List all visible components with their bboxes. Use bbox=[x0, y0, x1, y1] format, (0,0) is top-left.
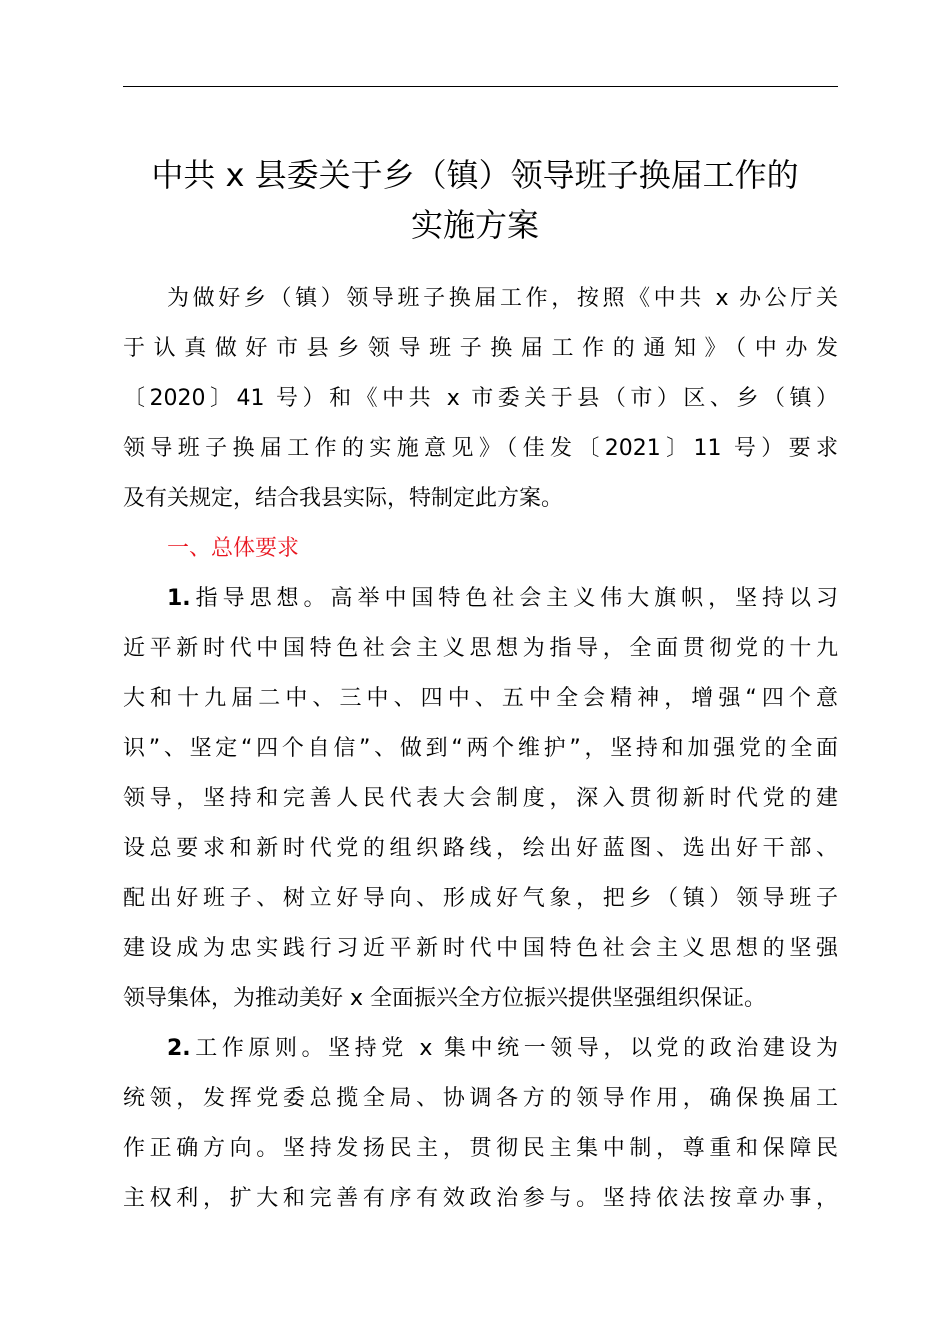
item-1-line: 建设成为忠实践行习近平新时代中国特色社会主义思想的坚强 bbox=[123, 936, 838, 961]
title-line-2: 实施方案 bbox=[410, 206, 539, 244]
item-1-line: 大和十九届二中、三中、四中、五中全会精神，增强“四个意 bbox=[123, 686, 838, 711]
intro-line: 于认真做好市县乡领导班子换届工作的通知》（中办发 bbox=[123, 336, 838, 361]
item-2-line: 统领，发挥党委总揽全局、协调各方的领导作用，确保换届工 bbox=[123, 1086, 838, 1111]
item-1-line: 领导集体，为推动美好 x 全面振兴全方位振兴提供坚强组织保证。 bbox=[123, 986, 767, 1011]
intro-line: 为做好乡（镇）领导班子换届工作，按照《中共 x 办公厅关 bbox=[167, 286, 838, 311]
item-2-number: 2. bbox=[167, 1036, 191, 1061]
item-1-paragraph bbox=[123, 574, 838, 1024]
item-1-line: 识”、坚定“四个自信”、做到“两个维护”，坚持和加强党的全面 bbox=[123, 736, 838, 761]
item-1-line: 近平新时代中国特色社会主义思想为指导，全面贯彻党的十九 bbox=[123, 636, 838, 661]
item-2-line: 工作原则。坚持党 x 集中统一领导，以党的政治建设为 bbox=[190, 1036, 838, 1061]
intro-line: 及有关规定，结合我县实际，特制定此方案。 bbox=[123, 486, 564, 511]
intro-paragraph bbox=[123, 274, 838, 524]
intro-line: 〔2020〕41 号）和《中共 x 市委关于县（市）区、乡（镇） bbox=[123, 386, 838, 411]
item-1-line: 领导，坚持和完善人民代表大会制度，深入贯彻新时代党的建 bbox=[123, 786, 838, 811]
item-2-line: 作正确方向。坚持发扬民主，贯彻民主集中制，尊重和保障民 bbox=[123, 1136, 838, 1161]
header-rule bbox=[123, 86, 838, 87]
item-1-line: 配出好班子、树立好导向、形成好气象，把乡（镇）领导班子 bbox=[123, 886, 838, 911]
item-1-line: 设总要求和新时代党的组织路线，绘出好蓝图、选出好干部、 bbox=[123, 836, 838, 861]
intro-line: 领导班子换届工作的实施意见》（佳发〔2021〕11 号）要求 bbox=[123, 436, 838, 461]
title-line-1: 中共 x 县委关于乡（镇）领导班子换届工作的 bbox=[151, 156, 799, 194]
item-2-line: 主权利，扩大和完善有序有效政治参与。坚持依法按章办事， bbox=[123, 1186, 838, 1211]
item-2-first-line bbox=[123, 1024, 838, 1074]
document-body bbox=[123, 274, 838, 1224]
item-1-number: 1. bbox=[167, 586, 191, 611]
item-2-paragraph bbox=[123, 1024, 838, 1224]
item-1-line: 指导思想。高举中国特色社会主义伟大旗帜，坚持以习 bbox=[190, 586, 838, 611]
item-1-first-line bbox=[123, 574, 838, 624]
document-title bbox=[100, 150, 850, 250]
section-heading-1: 一、总体要求 bbox=[167, 536, 300, 561]
